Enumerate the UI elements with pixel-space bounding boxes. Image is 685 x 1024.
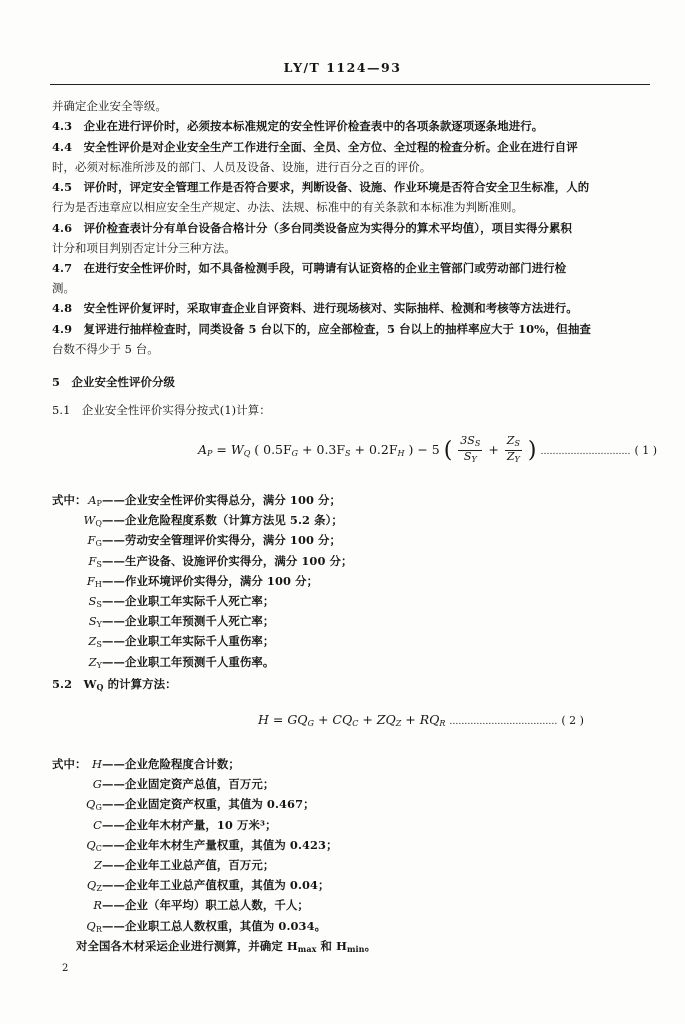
definition-text: ——企业职工年实际千人重伤率； <box>102 634 275 649</box>
definition-row <box>52 512 343 528</box>
text-line: 行为是否违章应以相应安全生产规定、办法、法规、标准中的有关条款和本标准为判断准则。 <box>52 200 524 214</box>
definition-symbol: W <box>83 513 96 528</box>
definition-row <box>52 573 318 589</box>
definition-symbol-subscript: C <box>95 843 102 853</box>
definition-text: ——企业危险程度系数（计算方法见 5.2 条）； <box>102 513 343 528</box>
definition-symbol: Q <box>86 837 96 852</box>
definition-symbol: C <box>93 817 102 832</box>
text-line: 4.7 在进行安全性评价时，如不具备检测手段，可聘请有认证资格的企业主管部门或劳动部门进行检 <box>52 261 567 275</box>
text-line: 时，必须对标准所涉及的部门、人员及设备、设施，进行百分之百的评价。 <box>52 160 432 174</box>
text-line: 计分和项目判别否定计分三种方法。 <box>52 241 236 255</box>
definition-symbol: Z <box>88 654 97 669</box>
definition-row <box>52 553 353 569</box>
section-title: 5 企业安全性评价分级 <box>52 375 175 389</box>
text-line: 4.3 企业在进行评价时，必须按本标准规定的安全性评价检查表中的各项条款逐项逐条地进行。 <box>52 119 544 133</box>
definition-text: ——企业固定资产权重，其值为 0.467； <box>102 797 315 812</box>
definition-text: ——作业环境评价实得分，满分 100 分； <box>102 573 319 588</box>
definition-row <box>52 857 274 873</box>
definition-symbol-subscript: G <box>95 539 102 549</box>
section-5-1-text: 5.1 企业安全性评价实得分按式(1)计算： <box>52 403 271 417</box>
definition-text: ——企业固定资产总值，百万元； <box>102 777 275 792</box>
definition-symbol-subscript: Y <box>96 620 102 630</box>
definition-text: ——企业年工业总产值权重，其值为 0.04； <box>102 878 330 893</box>
definition-symbol: Q <box>86 878 97 893</box>
definition-row <box>52 796 315 812</box>
text-line: 并确定企业安全等级。 <box>52 99 167 113</box>
definition-symbol: R <box>93 898 102 913</box>
shizhong-label: 式中： <box>52 757 87 771</box>
definition-symbol: F <box>87 533 96 548</box>
definition-text: ——企业年工业总产值，百万元； <box>102 858 275 872</box>
definition-symbol-subscript: Y <box>96 660 102 670</box>
definition-row <box>52 492 341 508</box>
definition-symbol-subscript: Z <box>96 884 102 894</box>
shizhong-label: 式中： <box>52 493 87 507</box>
definition-symbol: H <box>91 757 102 771</box>
definition-symbol-subscript: H <box>94 579 102 589</box>
equation-1: $A_P = W_Q$ ( $0.5F_G + 0.3F_S + 0.2F_H$ ) − 5 ( $\frac{3S_S}{S_Y}$ + $\frac{Z_S}{Z_Y}$ ) ………………………… ( 1 ) <box>198 434 658 464</box>
text-line: 4.5 评价时，评定安全管理工作是否符合要求，判断设备、设施、作业环境是否符合安全卫生标准，人的 <box>52 180 590 194</box>
definition-text: ——企业危险程度合计数； <box>102 757 240 771</box>
definition-row <box>52 633 274 649</box>
definition-text: ——生产设备、设施评价实得分，满分 100 分； <box>102 553 353 568</box>
text-line: 4.4 安全性评价是对企业安全生产工作进行全面、全员、全方位、全过程的检查分析。企业在进行自评 <box>52 140 578 154</box>
definition-symbol: Z <box>93 858 102 872</box>
fraction-zs-zy: $\frac{Z_S}{Z_Y}$ <box>506 434 520 464</box>
page-header: LY/T 1124—93 <box>283 60 402 75</box>
definition-symbol: Q <box>86 918 96 933</box>
text-line: 4.6 评价检查表计分有单台设备合格计分（多台同类设备应为实得分的算术平均值），项目实得分累积 <box>52 221 573 235</box>
definition-symbol: F <box>88 553 97 568</box>
definition-row <box>52 877 330 893</box>
equation-number: ( 2 ) <box>561 714 584 727</box>
definition-text: ——企业年木材产量，10 万米³； <box>102 817 277 832</box>
definition-row <box>52 897 309 913</box>
definition-text: ——劳动安全管理评价实得分，满分 100 分； <box>102 533 342 548</box>
definition-text: ——企业职工总人数权重，其值为 0.034。 <box>102 918 327 933</box>
definition-row <box>52 593 274 609</box>
definition-symbol-subscript: S <box>96 640 102 650</box>
definition-text: ——企业职工年实际千人死亡率； <box>102 594 275 608</box>
text-line: 测。 <box>52 281 75 295</box>
definition-symbol: Q <box>86 797 96 812</box>
definition-text: ——企业职工年预测千人重伤率。 <box>102 654 275 669</box>
definition-row <box>52 532 341 548</box>
text-line: 4.9 复评进行抽样检查时，同类设备 5 台以下的，应全部检查，5 台以上的抽样率应大于 10%，但抽查 <box>52 322 592 336</box>
definition-text: ——企业年木材生产量权重，其值为 0.423； <box>102 837 338 852</box>
definition-symbol: F <box>86 573 95 588</box>
text-line: 4.8 安全性评价复评时，采取审查企业自评资料、进行现场核对、实际抽样、检测和考核等方法进行。 <box>52 301 578 315</box>
definition-row <box>52 918 326 934</box>
definition-symbol: A <box>88 493 97 507</box>
definition-symbol-subscript: S <box>96 559 102 569</box>
definition-symbol: Z <box>88 634 97 649</box>
definition-text: ——企业职工年预测千人死亡率； <box>102 614 275 629</box>
definition-symbol: S <box>88 594 97 608</box>
final-line: 对全国各木材采运企业进行测算，并确定 $H_{max}$ 和 $H_{min}$。 <box>76 939 377 954</box>
page-number: 2 <box>62 963 69 974</box>
definition-symbol-subscript: R <box>95 924 102 934</box>
definition-symbol: G <box>92 777 102 792</box>
header-rule <box>50 84 650 85</box>
definition-text: ——企业安全性评价实得总分，满分 100 分； <box>102 493 342 507</box>
definition-row <box>52 654 274 670</box>
definition-symbol-subscript: P <box>96 499 102 508</box>
definition-symbol-subscript: Q <box>95 519 102 529</box>
equation-number: ( 1 ) <box>634 444 658 457</box>
definition-row <box>52 776 274 792</box>
section-5-2-text: 5.2 $W_Q$ 的计算方法： <box>52 677 177 692</box>
fraction-ss-sy: $\frac{3S_S}{S_Y}$ <box>460 434 481 464</box>
definition-row <box>52 837 338 853</box>
definition-text: ——企业（年平均）职工总人数，千人； <box>102 898 309 913</box>
definition-row <box>52 756 240 772</box>
text-line: 台数不得少于 5 台。 <box>52 342 159 356</box>
definition-symbol: S <box>88 614 97 629</box>
equation-2: $H = GQ_G + CQ_C + ZQ_Z + RQ_R$ ……………………………… ( 2 ) <box>258 712 584 728</box>
definition-symbol-subscript: G <box>95 803 102 813</box>
definition-symbol-subscript: S <box>96 600 102 609</box>
definition-row <box>52 613 274 629</box>
definition-row <box>52 817 277 833</box>
